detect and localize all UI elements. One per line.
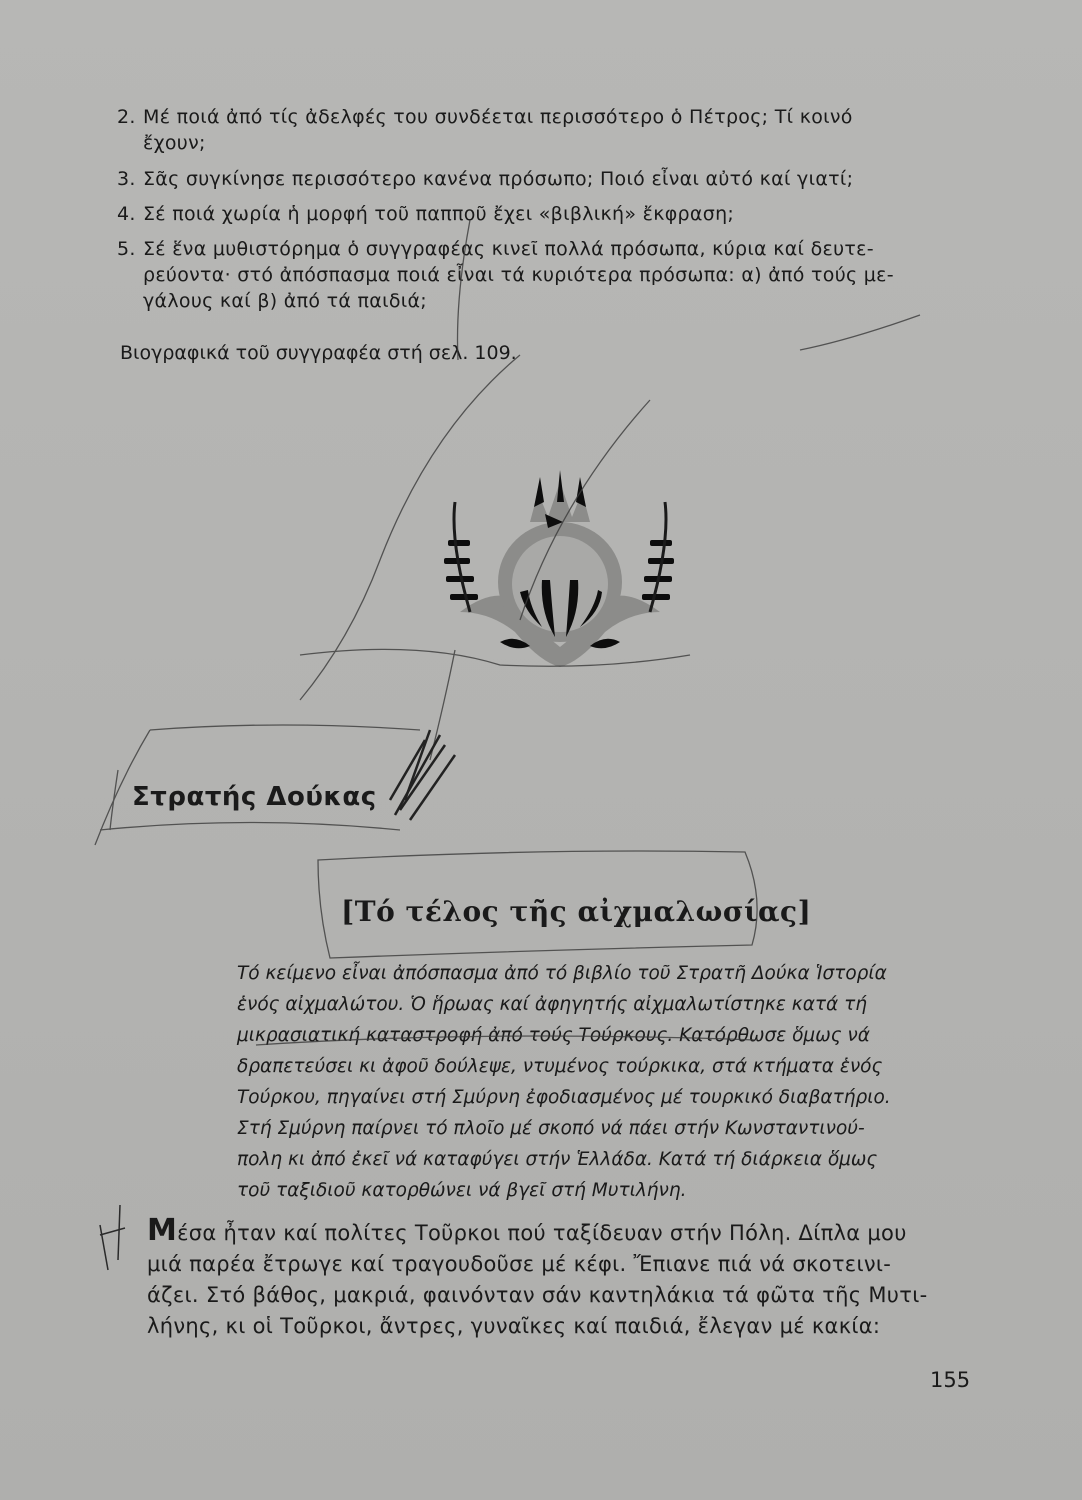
question-number: 3.	[117, 168, 136, 190]
author-name: Στρατής Δούκας	[132, 782, 377, 812]
pomegranate-ornament-icon	[430, 462, 690, 677]
biography-note: Βιογραφικά τοῦ συγγραφέα στή σελ. 109.	[120, 342, 517, 364]
question-5	[117, 236, 894, 314]
question-number: 4.	[117, 203, 136, 225]
chapter-title: [Τό τέλος τῆς αἰχμαλωσίας]	[341, 895, 812, 928]
intro-line: τοῦ ταξιδιοῦ κατορθώνει νά βγεῖ στή Μυτιλήνη.	[237, 1180, 687, 1201]
intro-line: ἑνός αἰχμαλώτου. Ὁ ἥρωας καί ἀφηγητής αἰχμαλωτίστηκε κατά τή	[237, 994, 867, 1015]
handwritten-a-mark	[100, 1205, 125, 1270]
page-number: 155	[930, 1368, 971, 1392]
intro-line: πολη κι ἀπό ἐκεῖ νά καταφύγει στήν Ἑλλάδα. Κατά τή διάρκεια ὅμως	[237, 1149, 878, 1170]
main-text-first-line	[147, 1215, 969, 1249]
question-number: 5.	[117, 238, 136, 260]
intro-line: μικρασιατική καταστροφή ἀπό τούς Τούρκους. Κατόρθωσε ὅμως νά	[237, 1025, 870, 1046]
question-line: Σᾶς συγκίνησε περισσότερο κανένα πρόσωπο; Ποιό εἶναι αὐτό καί γιατί;	[143, 168, 854, 190]
drop-cap: Μ	[147, 1213, 178, 1248]
first-line-text: έσα ἦταν καί πολίτες Τοῦρκοι πού ταξίδευαν στήν Πόλη. Δίπλα μου	[177, 1221, 907, 1245]
question-2	[117, 104, 853, 156]
question-line: Σέ ἕνα μυθιστόρημα ὁ συγγραφέας κινεῖ πολλά πρόσωπα, κύρια καί δευτε-	[143, 238, 874, 260]
intro-paragraph	[237, 958, 957, 1206]
intro-line: δραπετεύσει κι ἀφοῦ δούλεψε, ντυμένος τούρκικα, στά κτήματα ἑνός	[237, 1056, 883, 1077]
question-line: Σέ ποιά χωρία ἡ μορφή τοῦ παπποῦ ἔχει «βιβλική» ἔκφραση;	[143, 203, 735, 225]
question-line: ρεύοντα· στό ἀπόσπασμα ποιά εἶναι τά κυριότερα πρόσωπα: α) ἀπό τούς με-	[143, 264, 894, 286]
main-text-line: λήνης, κι οἱ Τοῦρκοι, ἄντρες, γυναῖκες καί παιδιά, ἔλεγαν μέ κακία:	[147, 1314, 881, 1338]
question-line: Μέ ποιά ἀπό τίς ἀδελφές του συνδέεται περισσότερο ὁ Πέτρος; Τί κοινό	[143, 106, 853, 128]
question-4	[117, 201, 735, 227]
question-number: 2.	[117, 106, 136, 128]
intro-line: Τό κείμενο εἶναι ἀπόσπασμα ἀπό τό βιβλίο τοῦ Στρατῆ Δούκα Ἱστορία	[237, 963, 887, 984]
main-text-line: μιά παρέα ἔτρωγε καί τραγουδοῦσε μέ κέφι. Ἔπιανε πιά νά σκοτεινι-	[147, 1252, 892, 1276]
question-line: ἔχουν;	[143, 132, 206, 154]
question-line: γάλους καί β) ἀπό τά παιδιά;	[143, 290, 427, 312]
intro-line: Στή Σμύρνη παίρνει τό πλοῖο μέ σκοπό νά πάει στήν Κωνσταντινού-	[237, 1118, 865, 1139]
question-3	[117, 166, 854, 192]
main-text	[147, 1215, 969, 1342]
intro-line: Τούρκου, πηγαίνει στή Σμύρνη ἐφοδιασμένος μέ τουρκικό διαβατήριο.	[237, 1087, 891, 1108]
main-text-line: άζει. Στό βάθος, μακριά, φαινόνταν σάν καντηλάκια τά φῶτα τῆς Μυτι-	[147, 1283, 928, 1307]
